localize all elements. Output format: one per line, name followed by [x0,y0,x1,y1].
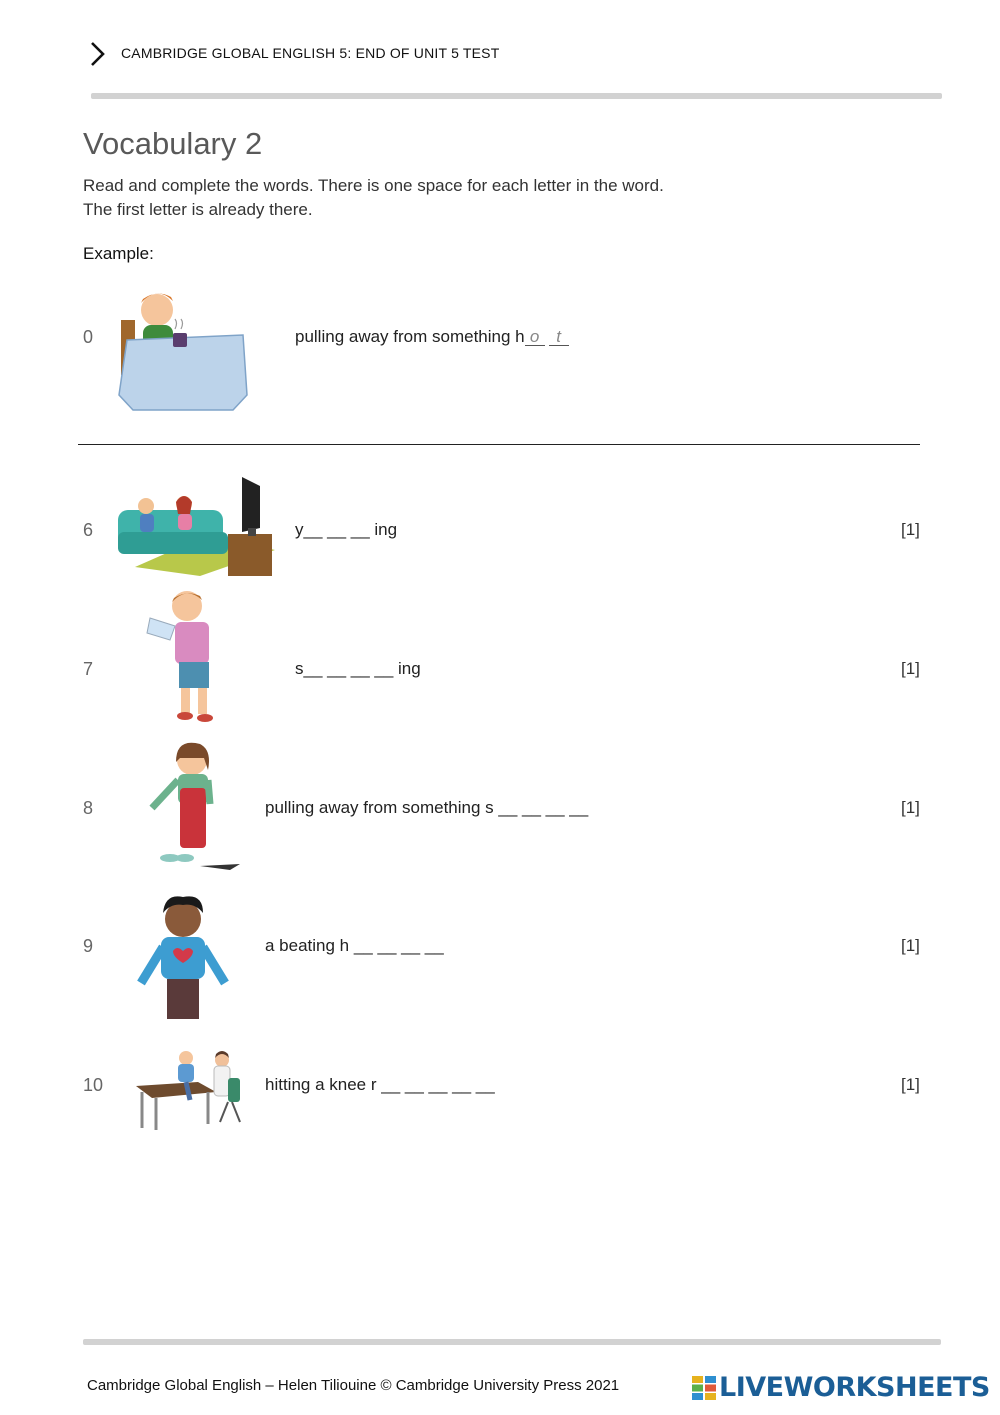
example-answer-letter: o [525,328,545,346]
boy-hot-cup-illustration [115,285,250,415]
children-watching-tv-illustration [110,472,275,580]
footer-divider [83,1339,941,1345]
example-prompt: pulling away from something h o t [295,327,573,347]
boy-beating-heart-illustration [135,893,233,1019]
header-title: CAMBRIDGE GLOBAL ENGLISH 5: END OF UNIT 5 TEST [121,45,500,61]
marks-label: [1] [901,520,920,539]
marks-label: [1] [901,798,920,817]
question-number: 8 [83,798,94,818]
question-number: 10 [83,1075,104,1095]
header-divider [91,93,942,99]
chevron-right-icon [88,40,108,68]
marks-label: [1] [901,936,920,955]
liveworksheets-logo[interactable] [692,1372,990,1403]
doctor-knee-reflex-illustration [128,1048,246,1130]
example-label: Example: [83,244,154,263]
question-prompt: y__ __ __ ing [295,520,398,539]
example-divider [78,444,920,445]
example-answer-letter: t [549,328,569,346]
section-title: Vocabulary 2 [83,126,263,161]
instruction-line-2: The first letter is already there. [83,200,313,219]
question-number: 9 [83,936,94,956]
girl-stepping-on-sharp-object-illustration [140,740,245,875]
liveworksheets-logo-icon [692,1376,716,1400]
marks-label: [1] [901,1075,920,1094]
boy-sneezing-illustration [145,588,230,726]
liveworksheets-wordmark: LIVEWORKSHEETS [719,1372,990,1403]
footer-copyright: Cambridge Global English – Helen Tiliouine © Cambridge University Press 2021 [87,1377,620,1394]
question-prompt: pulling away from something s __ __ __ __ [265,798,589,817]
marks-label: [1] [901,659,920,678]
question-number: 6 [83,520,94,540]
example-number: 0 [83,327,94,347]
question-prompt: hitting a knee r __ __ __ __ __ [265,1075,495,1094]
question-prompt: a beating h __ __ __ __ [265,936,444,955]
question-number: 7 [83,659,94,679]
question-prompt: s__ __ __ __ ing [295,659,421,678]
instruction-line-1: Read and complete the words. There is one space for each letter in the word. [83,176,664,195]
